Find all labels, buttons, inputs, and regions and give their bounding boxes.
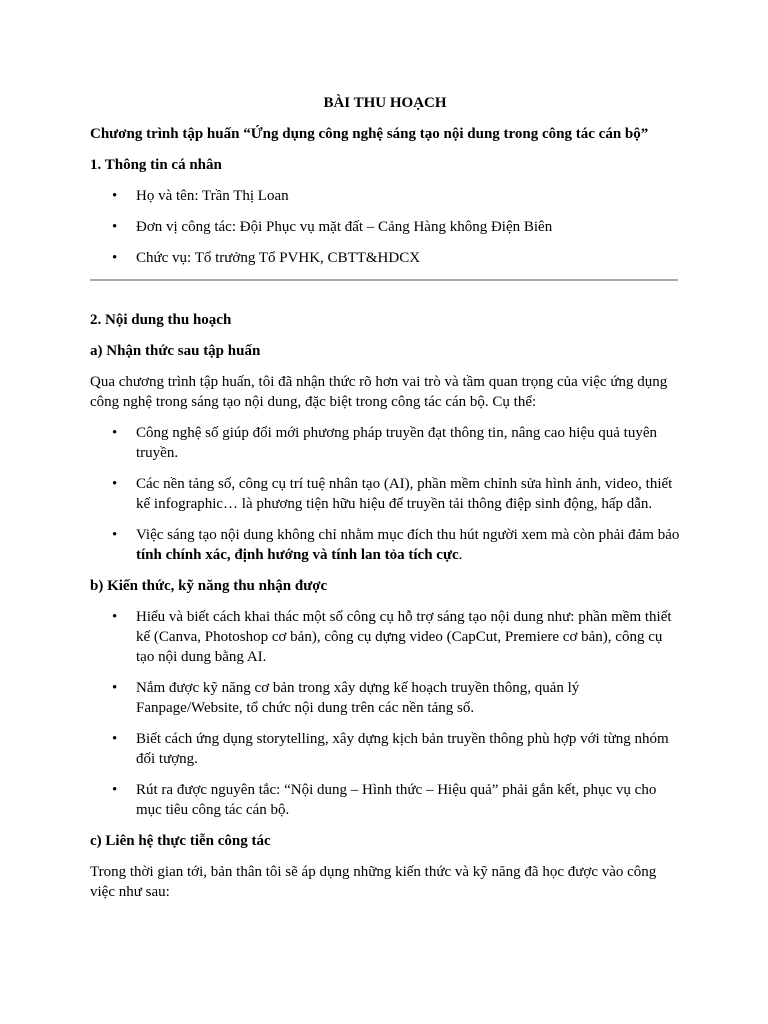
subsection-a-heading: a) Nhận thức sau tập huấn [90,343,261,359]
list-item-text: Họ và tên: Trần Thị Loan [136,188,289,204]
list-item [90,607,680,667]
list-item [90,525,680,565]
list-item [90,780,680,820]
list-item-text: Đơn vị công tác: Đội Phục vụ mặt đất – Cảng Hàng không Điện Biên [136,219,553,235]
bullet: • [112,782,118,798]
bullet: • [112,609,118,625]
list-item [90,678,680,718]
skills-list [90,607,680,820]
bullet: • [112,219,118,235]
list-item [90,217,680,237]
bullet: • [112,731,118,747]
list-item-text: Biết cách ứng dụng storytelling, xây dựng kịch bản truyền thông phù hợp với từng nhóm đối tượng. [136,731,669,767]
subsection-b-heading: b) Kiến thức, kỹ năng thu nhận được [90,578,328,594]
subsection-a-intro: Qua chương trình tập huấn, tôi đã nhận thức rõ hơn vai trò và tầm quan trọng của việc ứng dụng công nghệ trong sáng tạo nội dung, đặc biệt trong công tác cán bộ. Cụ thể: [90,374,668,410]
bullet: • [112,476,118,492]
horizontal-divider [90,279,678,281]
list-item-text: Hiểu và biết cách khai thác một số công cụ hỗ trợ sáng tạo nội dung như: phần mềm thiết kế (Canva, Photoshop cơ bản), công cụ dựng video (CapCut, Premiere cơ bản), công cụ tạo nội dung bằng AI. [136,609,672,665]
list-item [90,248,680,268]
list-item-text: Công nghệ số giúp đổi mới phương pháp truyền đạt thông tin, nâng cao hiệu quả tuyên truyền. [136,425,658,461]
list-item-text: Các nền tảng số, công cụ trí tuệ nhân tạo (AI), phần mềm chỉnh sửa hình ảnh, video, thiết kế infographic… là phương tiện hữu hiệu để truyền tải thông điệp sinh động, hấp dẫn. [136,476,673,512]
bullet: • [112,425,118,441]
list-item-suffix: . [458,547,463,563]
subsection-c-heading: c) Liên hệ thực tiễn công tác [90,833,271,849]
list-item [90,729,680,769]
list-item-text: Chức vụ: Tổ trưởng Tổ PVHK, CBTT&HDCX [136,250,421,266]
list-item-text: Rút ra được nguyên tắc: “Nội dung – Hình thức – Hiệu quả” phải gắn kết, phục vụ cho mục tiêu công tác cán bộ. [136,782,657,818]
list-item [90,474,680,514]
awareness-list [90,423,680,565]
bullet: • [112,527,118,543]
personal-info-list [90,186,680,268]
list-item [90,423,680,463]
document-page [90,93,680,913]
list-item [90,186,680,206]
section-2-heading: 2. Nội dung thu hoạch [90,312,232,328]
document-subtitle: Chương trình tập huấn “Ứng dụng công nghệ sáng tạo nội dung trong công tác cán bộ” [90,126,649,142]
bullet: • [112,188,118,204]
section-1-heading: 1. Thông tin cá nhân [90,157,222,173]
bullet: • [112,680,118,696]
subsection-c-intro: Trong thời gian tới, bản thân tôi sẽ áp dụng những kiến thức và kỹ năng đã học được vào công việc như sau: [90,864,657,900]
list-item-text: Việc sáng tạo nội dung không chỉ nhằm mục đích thu hút người xem mà còn phải đảm bảo [136,527,680,543]
list-item-text: Nắm được kỹ năng cơ bản trong xây dựng kế hoạch truyền thông, quản lý Fanpage/Website, tổ chức nội dung trên các nền tảng số. [136,680,580,716]
emphasis-text: tính chính xác, định hướng và tính lan tỏa tích cực [136,547,459,563]
bullet: • [112,250,118,266]
document-title: BÀI THU HOẠCH [323,95,447,111]
